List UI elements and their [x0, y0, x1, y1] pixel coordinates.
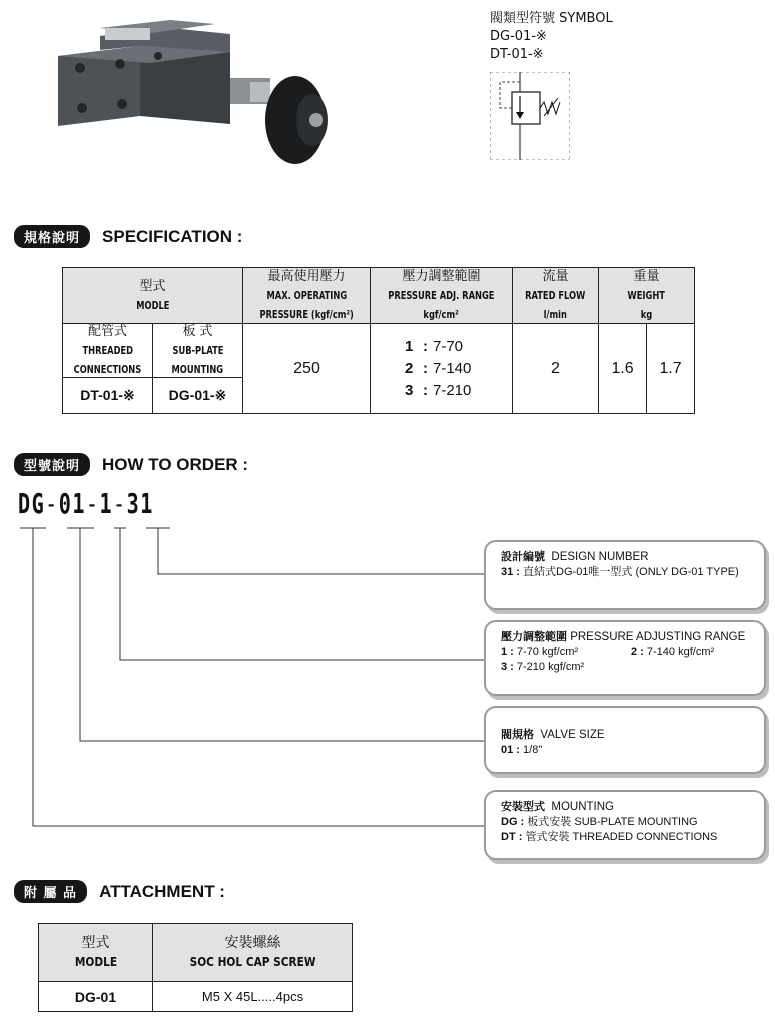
att-model-value: DG-01 — [39, 982, 153, 1012]
code-design: 31 — [126, 487, 154, 520]
order-title: HOW TO ORDER : — [102, 454, 249, 474]
weight-subplate-value: 1.7 — [647, 324, 695, 414]
range-option-1: 1 : 7-70 — [405, 337, 464, 355]
header-max-pressure: 最高使用壓力 MAX. OPERATING PRESSURE (kgf/cm²) — [243, 268, 371, 324]
code-pressure: 1 — [99, 487, 114, 520]
order-badge: 型號說明 — [14, 453, 90, 476]
weight-threaded-value: 1.6 — [599, 324, 647, 414]
symbol-model-dg: DG-01-※ — [490, 29, 547, 44]
spec-badge: 規格說明 — [14, 225, 90, 248]
attachment-title: ATTACHMENT : — [99, 881, 225, 901]
callout-valve-size: 閥規格 VALVE SIZE 01 : 1/8" — [484, 706, 766, 774]
attachment-badge: 附 屬 品 — [14, 880, 87, 903]
order-code: DG-01-1-31 — [18, 487, 154, 520]
callout-pressure-range: 壓力調整範圍 PRESSURE ADJUSTING RANGE 1 : 7-70 kgf/cm² 2 : 7-140 kgf/cm² 3 : 7-210 kgf/cm² — [484, 620, 766, 696]
spec-title: SPECIFICATION : — [102, 226, 243, 246]
code-mounting: DG — [18, 487, 46, 520]
header-model: 型式 MODLE — [63, 268, 243, 324]
callout-design-number: 設計編號 DESIGN NUMBER 31 : 直結式DG-01唯一型式 (ONLY DG-01 TYPE) — [484, 540, 766, 610]
header-rated-flow: 流量 RATED FLOW l/min — [513, 268, 599, 324]
range-option-3: 3 : 7-210 — [405, 381, 472, 399]
attachment-table — [38, 923, 353, 1012]
header-weight: 重量 WEIGHT kg — [599, 268, 695, 324]
threaded-model: DT-01-※ — [63, 378, 153, 414]
subplate-model: DG-01-※ — [153, 378, 243, 414]
callout-mounting: 安裝型式 MOUNTING DG : 板式安裝 SUB-PLATE MOUNTING DT : 管式安裝 THREADED CONNECTIONS — [484, 790, 766, 860]
attachment-section-header — [14, 880, 225, 903]
header-threaded: 配管式 THREADED CONNECTIONS — [63, 324, 153, 378]
range-option-2: 2 : 7-140 — [405, 359, 472, 377]
att-header-model: 型式 MODLE — [39, 924, 153, 982]
symbol-title: 閥類型符號 SYMBOL — [490, 11, 613, 26]
header-pressure-range: 壓力調整範圍 PRESSURE ADJ. RANGE kgf/cm² — [371, 268, 513, 324]
max-pressure-value: 250 — [243, 324, 371, 414]
symbol-model-dt: DT-01-※ — [490, 47, 544, 62]
header-subplate: 板 式 SUB-PLATE MOUNTING — [153, 324, 243, 378]
rated-flow-value: 2 — [513, 324, 599, 414]
code-size: 01 — [58, 487, 86, 520]
att-header-screw: 安裝螺絲 SOC HOL CAP SCREW — [153, 924, 353, 982]
att-screw-value: M5 X 45L.....4pcs — [153, 982, 353, 1012]
